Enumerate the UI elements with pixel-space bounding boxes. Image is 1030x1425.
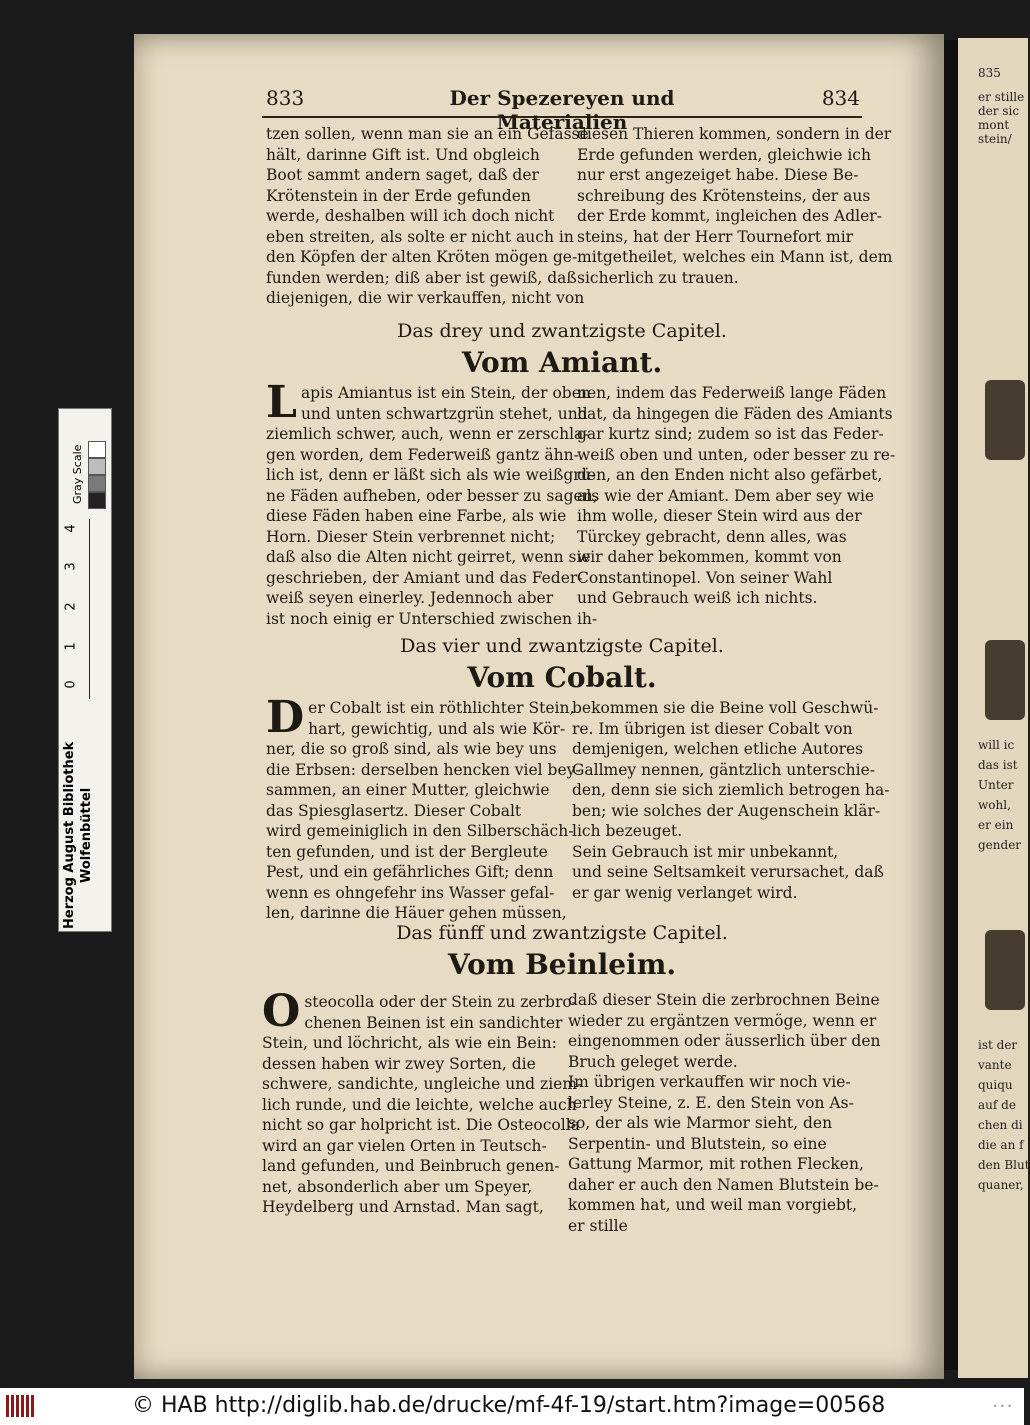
text-line: daß also die Alten nicht geirret, wenn sie: [266, 548, 591, 566]
text-line: diesen Thieren kommen, sondern in der: [577, 125, 892, 143]
text-line: ten gefunden, und ist der Bergleute: [266, 842, 548, 861]
text-column-left: [262, 986, 583, 1218]
text-line: Gallmey nennen, gäntzlich unterschie-: [572, 760, 876, 779]
text-line: als wie der Amiant. Dem aber sey wie: [577, 486, 875, 505]
text-line: land gefunden, und Beinbruch genen-: [262, 1157, 560, 1175]
text-line: Pest, und ein gefährliches Gift; denn: [266, 863, 554, 881]
chapter-title: Vom Amiant.: [461, 346, 663, 379]
next-page-number: 835: [978, 66, 1001, 80]
page-gutter: [944, 40, 958, 1370]
next-page-fragment: den Blut: [978, 1158, 1030, 1172]
text-line: len, darinne die Häuer gehen müssen,: [266, 904, 567, 922]
text-line: eingenommen oder äusserlich über den: [568, 1032, 881, 1050]
text-line: geschrieben, der Amiant und das Feder-: [266, 568, 583, 587]
text-line: eben streiten, als solte er nicht auch in: [266, 227, 574, 246]
drop-initial: L: [266, 377, 297, 428]
chapter-heading: [262, 320, 862, 379]
text-line: schwere, sandichte, ungleiche und ziem-: [262, 1075, 583, 1093]
next-page-fragment: der sic: [978, 104, 1020, 118]
ruler-number: 1: [63, 642, 79, 651]
text-line: so, der als wie Marmor sieht, den: [568, 1114, 833, 1132]
next-page-fragment: auf de: [978, 1098, 1016, 1112]
text-line: demjenigen, welchen etliche Autores: [572, 740, 864, 758]
text-line: tzen sollen, wenn man sie an ein Gefässe: [266, 125, 589, 143]
text-line: das Spiesglasertz. Dieser Cobalt: [266, 801, 522, 820]
text-line: daß dieser Stein die zerbrochnen Beine: [568, 991, 880, 1009]
text-line: funden werden; diß aber ist gewiß, daß: [266, 268, 577, 287]
gray-swatch: [88, 458, 106, 475]
text-line: lich ist, denn er läßt sich als wie weißgrü-: [266, 466, 596, 484]
page-number-left: 833: [266, 86, 305, 110]
text-line: lich runde, und die leichte, welche auch: [262, 1095, 577, 1114]
text-line: hart, gewichtig, und als wie Kör-: [308, 719, 566, 738]
library-name: Herzog August Bibliothek: [62, 741, 77, 929]
text-column-right: [568, 990, 881, 1236]
text-line: Krötenstein in der Erde gefunden: [266, 186, 531, 205]
text-line: hat, da hingegen die Fäden des Amiants: [577, 404, 893, 423]
ruler-number: 2: [63, 602, 79, 611]
text-line: Heydelberg und Arnstad. Man sagt,: [262, 1198, 544, 1216]
text-line: die Erbsen: derselben hencken viel bey-: [266, 760, 581, 779]
text-line: steocolla oder der Stein zu zerbro-: [304, 993, 577, 1011]
text-line: und Gebrauch weiß ich nichts.: [577, 589, 818, 607]
text-line: lich bezeuget.: [572, 822, 683, 840]
text-line: der Erde kommt, ingleichen des Adler-: [577, 207, 882, 225]
library-label: [61, 742, 95, 929]
ruler-line: [89, 519, 100, 699]
text-line: den, an den Enden nicht also gefärbet,: [577, 466, 883, 484]
next-page-fragment: gender: [978, 838, 1022, 852]
next-page-fragment: quiqu: [978, 1078, 1013, 1092]
next-page-fragment: mont: [978, 118, 1010, 132]
ruler-number: 4: [63, 524, 79, 533]
text-line: und unten schwartzgrün stehet, und: [300, 404, 588, 423]
text-line: Stein, und löchricht, als wie ein Bein:: [262, 1034, 557, 1052]
text-line: daher er auch den Namen Blutstein be-: [568, 1175, 879, 1194]
next-page-fragment: die an f: [978, 1138, 1024, 1152]
library-city: Wolfenbüttel: [79, 787, 94, 884]
text-line: re. Im übrigen ist dieser Cobalt von: [572, 719, 853, 738]
gray-swatch: [88, 475, 106, 492]
text-line: weiß oben und unten, oder besser zu re-: [577, 445, 896, 464]
text-column-left: [266, 124, 589, 309]
text-line: er gar wenig verlanget wird.: [572, 883, 798, 902]
text-line: sammen, an einer Mutter, gleichwie: [266, 781, 550, 799]
chapter-title: Vom Cobalt.: [467, 661, 657, 694]
text-column-right: [577, 383, 896, 609]
text-line: werde, deshalben will ich doch nicht: [266, 207, 555, 225]
next-page-fragment: chen di: [978, 1118, 1023, 1132]
gray-swatch: [88, 492, 106, 509]
text-line: ner, die so groß sind, als wie bey uns: [266, 740, 557, 758]
text-line: Constantinopel. Von seiner Wahl: [577, 568, 833, 587]
text-line: net, absonderlich aber um Speyer,: [262, 1177, 533, 1196]
next-page-fragment: er ein: [978, 818, 1014, 832]
text-line: bekommen sie die Beine voll Geschwü-: [572, 699, 879, 717]
text-line: ben; wie solches der Augenschein klär-: [572, 801, 881, 820]
chapter-title: Vom Beinleim.: [447, 948, 677, 981]
text-line: nen, indem das Federweiß lange Fäden: [577, 384, 887, 402]
text-line: diese Fäden haben eine Farbe, als wie: [266, 507, 567, 525]
text-line: und seine Seltsamkeit verursachet, daß: [572, 863, 884, 881]
text-line: den, denn sie sich ziemlich betrogen ha-: [572, 781, 890, 799]
text-column-right: [577, 124, 893, 288]
text-line: wird gemeiniglich in den Silberschäch-: [266, 822, 574, 840]
footer-mark: • • •: [992, 1402, 1012, 1411]
text-line: ist noch einig er Unterschied zwischen ih-: [266, 609, 598, 628]
copyright-url: © HAB http://diglib.hab.de/drucke/mf-4f-19/start.htm?image=00568: [132, 1393, 886, 1418]
next-page-fragment: stein/: [978, 132, 1012, 146]
text-line: chenen Beinen ist ein sandichter: [304, 1013, 563, 1032]
text-line: nur erst angezeiget habe. Diese Be-: [577, 166, 859, 184]
chapter-number: Das fünff und zwantzigste Capitel.: [396, 922, 728, 944]
text-line: ne Fäden aufheben, oder besser zu sagen,: [266, 486, 598, 505]
page-number-right: 834: [821, 86, 860, 110]
text-line: schreibung des Krötensteins, der aus: [577, 186, 871, 205]
text-line: Sein Gebrauch ist mir unbekannt,: [572, 842, 839, 861]
text-line: hält, darinne Gift ist. Und obgleich: [266, 145, 540, 164]
gray-swatches: [88, 441, 106, 511]
text-line: Horn. Dieser Stein verbrennet nicht;: [266, 527, 556, 546]
ruler-number: 0: [63, 680, 79, 689]
text-line: wir daher bekommen, kommt von: [577, 548, 842, 566]
chapter-number: Das vier und zwantzigste Capitel.: [400, 635, 724, 657]
text-line: den Köpfen der alten Kröten mögen ge-: [266, 248, 578, 266]
text-line: Boot sammt andern saget, daß der: [266, 166, 539, 184]
text-line: dessen haben wir zwey Sorten, die: [262, 1054, 536, 1073]
text-line: steins, hat der Herr Tournefort mir: [577, 227, 854, 246]
next-page-fragment: wohl,: [978, 798, 1011, 812]
running-title: Der Spezereyen und Materialien: [449, 86, 675, 134]
next-page-fragment: will ic: [978, 738, 1015, 752]
chapter-heading: [262, 922, 862, 981]
ornament-fragment: [985, 930, 1025, 1010]
next-page-fragment: Unter: [978, 778, 1014, 792]
chapter-heading: [262, 635, 862, 694]
gray-scale-ruler: [58, 408, 112, 932]
chapter-number: Das drey und zwantzigste Capitel.: [397, 320, 727, 342]
ruler-number: 3: [63, 562, 79, 571]
text-column-right: [572, 698, 890, 903]
text-line: kommen hat, und weil man vorgiebt,: [568, 1196, 858, 1214]
drop-initial: D: [266, 692, 305, 743]
text-line: wenn es ohngefehr ins Wasser gefal-: [266, 883, 555, 902]
text-line: weiß seyen einerley. Jedennoch aber: [266, 589, 554, 607]
text-line: er stille: [568, 1216, 628, 1235]
footer-bar: [0, 1388, 1024, 1425]
text-line: ihm wolle, dieser Stein wird aus der: [577, 507, 862, 525]
text-line: wird an gar vielen Orten in Teutsch-: [262, 1136, 547, 1155]
text-line: Bruch geleget werde.: [568, 1052, 738, 1071]
text-line: sicherlich zu trauen.: [577, 268, 739, 287]
text-line: er Cobalt ist ein röthlichter Stein,: [308, 699, 575, 717]
next-page-fragment: er stille: [978, 90, 1025, 104]
ornament-fragment: [985, 380, 1025, 460]
text-line: wieder zu ergäntzen vermöge, wenn er: [568, 1011, 877, 1030]
text-line: Erde gefunden werden, gleichwie ich: [577, 145, 871, 164]
text-line: Im übrigen verkauffen wir noch vie-: [568, 1073, 851, 1091]
text-line: Serpentin- und Blutstein, so eine: [568, 1134, 827, 1153]
text-line: apis Amiantus ist ein Stein, der oben: [300, 384, 591, 402]
ornament-fragment: [985, 640, 1025, 720]
next-page-fragment: ist der: [978, 1038, 1018, 1052]
text-line: nicht so gar holpricht ist. Die Osteocolla: [262, 1116, 580, 1134]
text-line: Gattung Marmor, mit rothen Flecken,: [568, 1155, 864, 1173]
hab-logo-icon: [6, 1395, 42, 1417]
text-line: Türckey gebracht, denn alles, was: [577, 527, 847, 546]
text-line: ziemlich schwer, auch, wenn er zerschla-: [266, 425, 589, 443]
text-line: lerley Steine, z. E. den Stein von As-: [568, 1093, 854, 1112]
text-line: gar kurtz sind; zudem so ist das Feder-: [577, 425, 884, 443]
next-page-fragment: das ist: [978, 758, 1018, 772]
text-line: gen worden, dem Federweiß gantz ähn-: [266, 445, 579, 464]
drop-initial: O: [262, 986, 301, 1037]
text-line: mitgetheilet, welches ein Mann ist, dem: [577, 248, 893, 266]
next-page-fragment: vante: [978, 1058, 1012, 1072]
gray-swatch: [88, 441, 106, 458]
text-line: diejenigen, die wir verkauffen, nicht von: [266, 289, 585, 307]
text-column-left: [266, 692, 581, 924]
next-page-fragment: quaner,: [978, 1178, 1024, 1192]
gray-scale-label: Gray Scale: [71, 444, 84, 504]
text-column-left: [266, 377, 598, 629]
